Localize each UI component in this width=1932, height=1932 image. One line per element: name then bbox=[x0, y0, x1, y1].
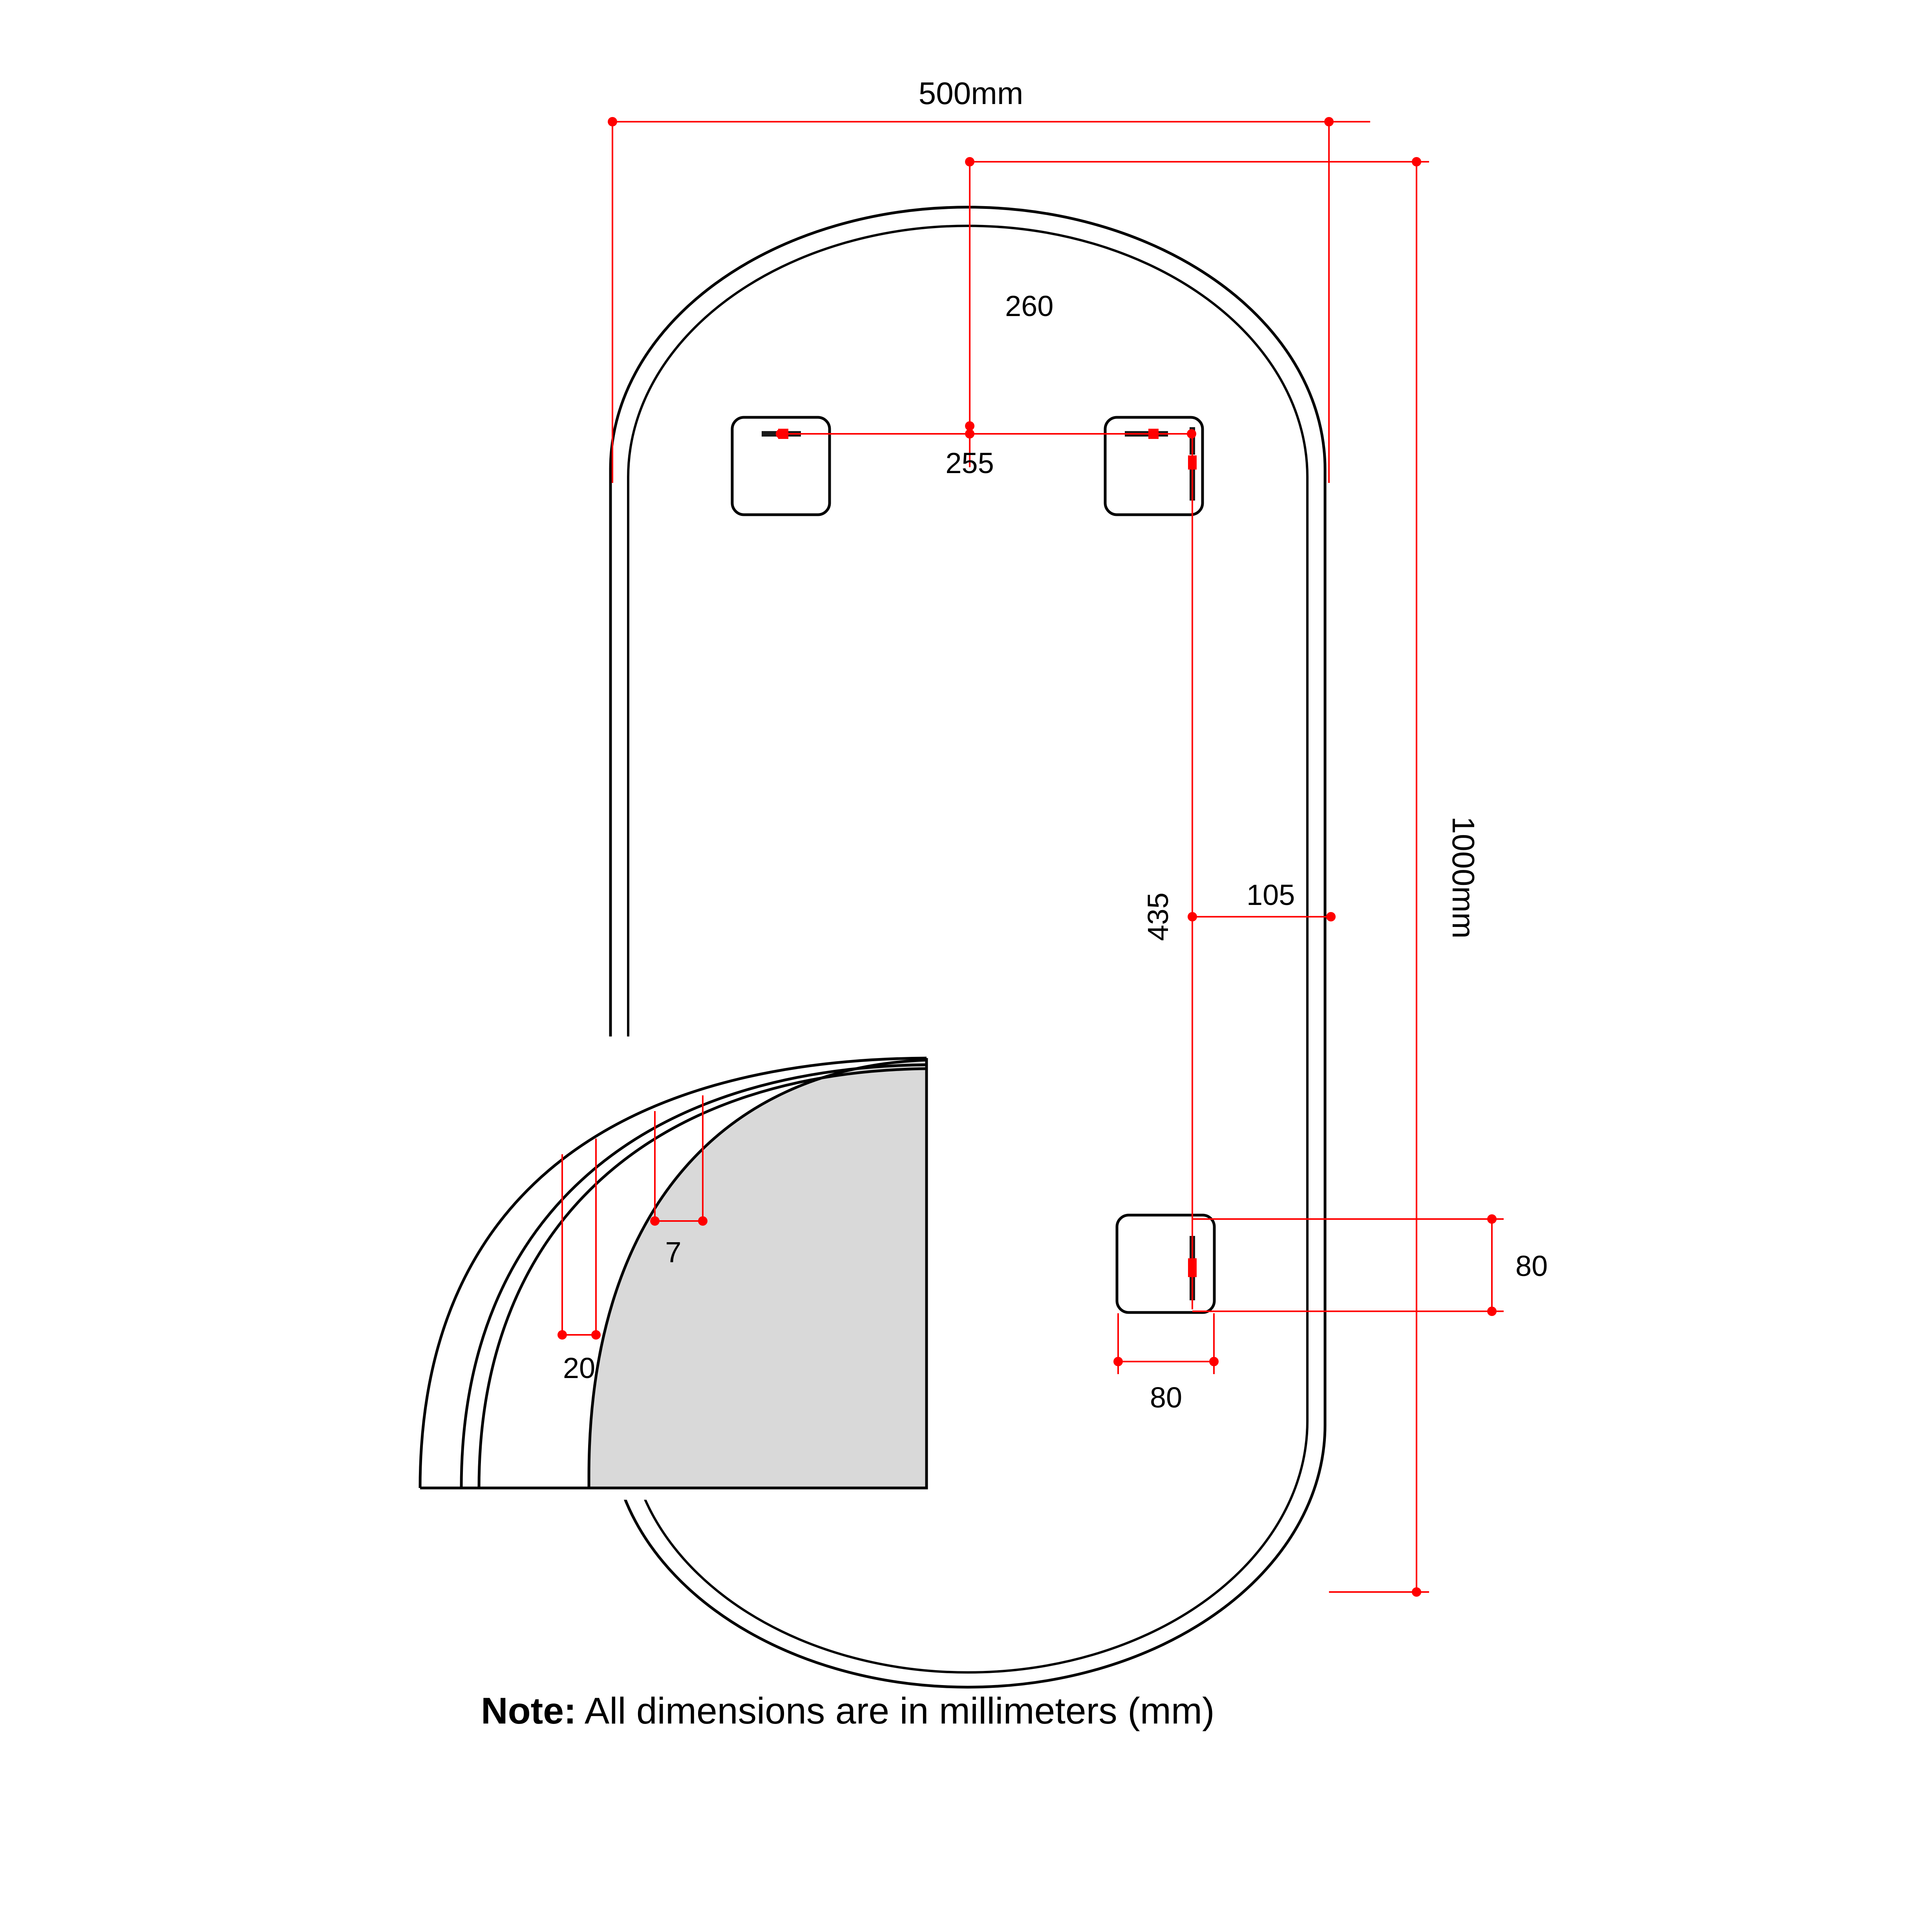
note-body: All dimensions are in millimeters (mm) bbox=[576, 1690, 1215, 1732]
svg-text:Note: All dimensions are in mi bbox=[481, 1690, 1215, 1732]
dimension-bracket-width bbox=[1113, 1313, 1219, 1414]
note-block bbox=[481, 1690, 1215, 1732]
note-label: Note: bbox=[481, 1690, 576, 1732]
dimension-label-bracket-drop: 435 bbox=[1142, 892, 1174, 941]
dimension-label-overall-width: 500mm bbox=[918, 76, 1024, 111]
dimension-top-offset bbox=[965, 157, 1053, 467]
dimension-label-detail-glass-thickness: 7 bbox=[665, 1236, 682, 1269]
dimension-label-bracket-height: 80 bbox=[1515, 1250, 1548, 1282]
bottom-right-mounting-bracket bbox=[1117, 1215, 1214, 1312]
dimension-label-bracket-width: 80 bbox=[1150, 1381, 1183, 1414]
dimension-label-detail-edge-thickness: 20 bbox=[563, 1352, 596, 1384]
dimension-label-overall-height: 1000mm bbox=[1446, 816, 1481, 939]
dimension-label-bracket-spacing: 255 bbox=[945, 447, 994, 479]
dimension-bracket-height bbox=[1192, 1214, 1548, 1316]
dimension-right-edge-offset bbox=[1192, 879, 1336, 921]
dimension-bracket-drop bbox=[1142, 434, 1197, 1309]
dimension-label-top-offset: 260 bbox=[1005, 290, 1054, 322]
dimension-label-right-edge-offset: 105 bbox=[1247, 879, 1295, 911]
dimension-overall-height bbox=[970, 157, 1481, 1597]
